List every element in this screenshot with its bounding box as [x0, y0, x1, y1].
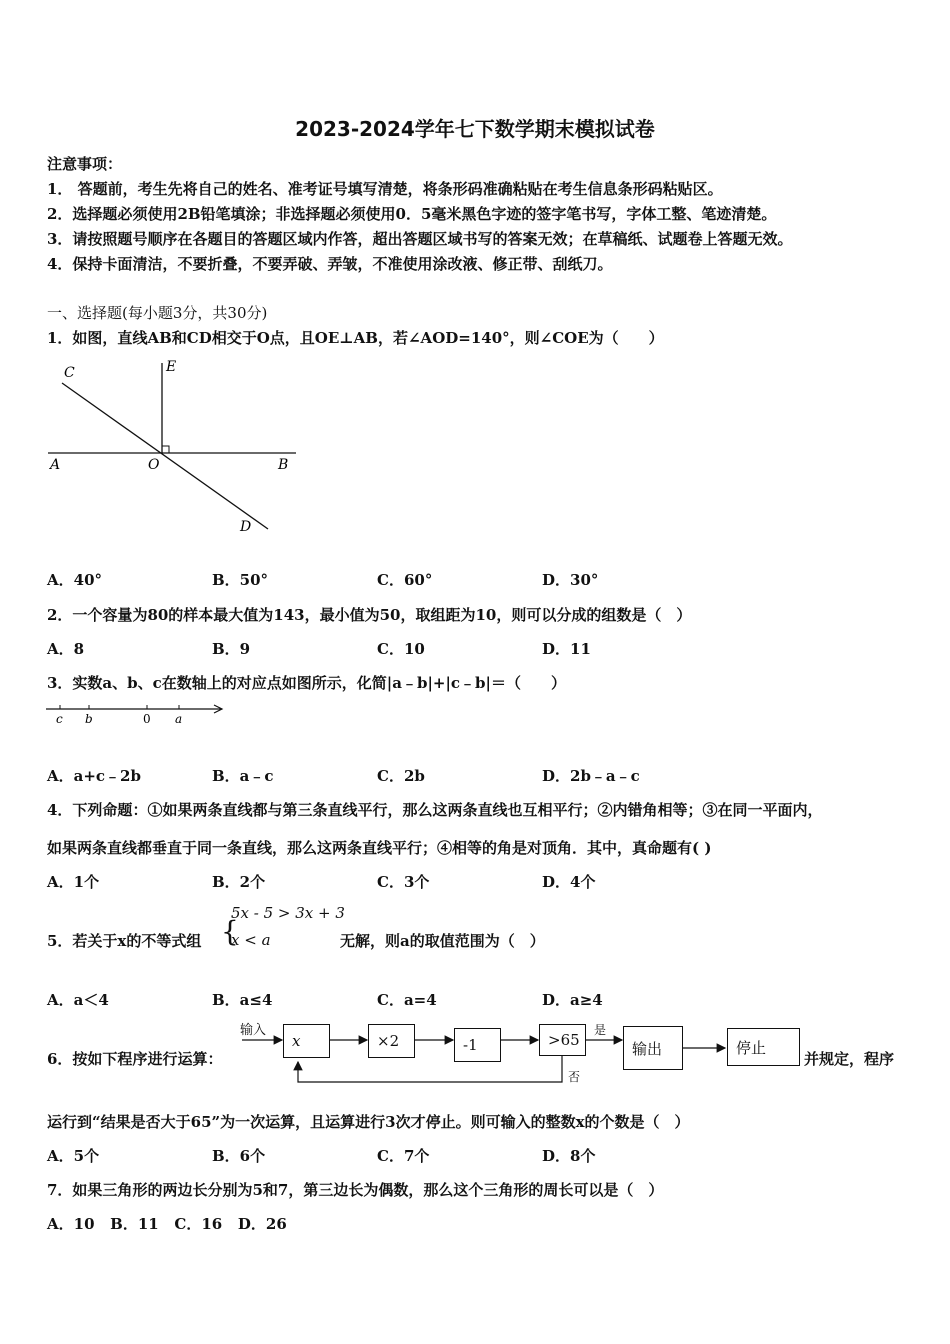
flow-box-x: x — [283, 1024, 330, 1058]
section-heading: 一、选择题(每小题3分，共30分) — [47, 304, 268, 322]
q5-option-c: C．a=4 — [377, 991, 437, 1009]
flow-box-times-two: ×2 — [368, 1024, 415, 1058]
q1-label-b: B — [278, 457, 289, 473]
q2-option-b: B．9 — [212, 640, 251, 658]
q4-option-b: B．2个 — [212, 873, 266, 891]
q3-option-b: B．a﹣c — [212, 767, 274, 785]
q3-number-line — [42, 698, 232, 730]
axis-label-c: c — [56, 712, 63, 726]
q3-stem: 3．实数a、b、c在数轴上的对应点如图所示，化简|a﹣b|+|c﹣b|＝（ ） — [47, 674, 567, 692]
flow-input-label: 输入 — [240, 1023, 267, 1038]
q6-option-a: A．5个 — [47, 1147, 100, 1165]
q1-stem: 1．如图，直线AB和CD相交于O点，且OE⊥AB，若∠AOD=140°，则∠COE为（ ） — [47, 329, 664, 347]
flow-yes-label: 是 — [594, 1023, 607, 1037]
q1-label-a: A — [50, 457, 61, 473]
axis-label-zero: 0 — [143, 712, 151, 726]
flow-box-minus-one: -1 — [454, 1028, 501, 1062]
q5-option-d: D．a≥4 — [542, 991, 603, 1009]
q2-option-a: A．8 — [47, 640, 85, 658]
flow-box-stop: 停止 — [727, 1028, 800, 1066]
q6-option-d: D．8个 — [542, 1147, 596, 1165]
notice-heading: 注意事项： — [47, 155, 123, 173]
q1-label-d: D — [240, 519, 252, 535]
q5-inequality-1: 5x - 5 > 3x + 3 — [231, 904, 345, 922]
flow-box-compare: >65 — [539, 1024, 586, 1056]
notice-item: 2．选择题必须使用2B铅笔填涂；非选择题必须使用0．5毫米黑色字迹的签字笔书写，字体工整、笔迹清楚。 — [47, 205, 777, 223]
axis-label-b: b — [85, 712, 93, 726]
q2-stem: 2．一个容量为80的样本最大值为143，最小值为50，取组距为10，则可以分成的组数是（ ） — [47, 606, 692, 624]
q2-option-d: D．11 — [542, 640, 591, 658]
q3-option-d: D．2b﹣a﹣c — [542, 767, 640, 785]
q4-stem-line1: 4．下列命题：①如果两条直线都与第三条直线平行，那么这两条直线也互相平行；②内错角相等；③在同一平面内， — [47, 801, 823, 819]
q1-label-e: E — [166, 359, 177, 375]
notice-item: 4．保持卡面清洁，不要折叠，不要弄破、弄皱，不准使用涂改液、修正带、刮纸刀。 — [47, 255, 613, 273]
q4-option-d: D．4个 — [542, 873, 596, 891]
q6-prefix: 6．按如下程序进行运算： — [47, 1050, 223, 1068]
flow-box-output: 输出 — [623, 1026, 683, 1070]
q5-prefix: 5．若关于x的不等式组 — [47, 932, 202, 950]
page-title: 2023-2024学年七下数学期末模拟试卷 — [295, 117, 655, 141]
q1-option-c: C．60° — [377, 571, 433, 589]
notice-item: 3．请按照题号顺序在各题目的答题区域内作答，超出答题区域书写的答案无效；在草稿纸、试题卷上答题无效。 — [47, 230, 793, 248]
q4-stem-line2: 如果两条直线都垂直于同一条直线，那么这两条直线平行；④相等的角是对顶角．其中，真命题有( ) — [47, 839, 712, 857]
q3-option-c: C．2b — [377, 767, 425, 785]
q6-suffix: 并规定，程序 — [804, 1050, 895, 1068]
q5-inequality-2: x < a — [231, 931, 271, 949]
q1-option-b: B．50° — [212, 571, 269, 589]
notice-item: 1． 答题前，考生先将自己的姓名、准考证号填写清楚，将条形码准确粘贴在考生信息条形码粘贴区。 — [47, 180, 723, 198]
q1-figure — [40, 355, 310, 540]
q6-option-c: C．7个 — [377, 1147, 430, 1165]
q7-stem: 7．如果三角形的两边长分别为5和7，第三边长为偶数，那么这个三角形的周长可以是（ ） — [47, 1181, 664, 1199]
q6-stem-line2: 运行到“结果是否大于65”为一次运算，且运算进行3次才停止。则可输入的整数x的个数是（ ） — [47, 1113, 690, 1131]
q2-option-c: C．10 — [377, 640, 425, 658]
q4-option-c: C．3个 — [377, 873, 430, 891]
q5-option-b: B．a≤4 — [212, 991, 273, 1009]
q4-option-a: A．1个 — [47, 873, 100, 891]
q3-option-a: A．a+c﹣2b — [47, 767, 141, 785]
q5-suffix: 无解，则a的取值范围为（ ） — [340, 932, 545, 950]
q5-option-a: A．a＜4 — [47, 991, 109, 1009]
q1-label-o: O — [148, 457, 160, 473]
flow-no-label: 否 — [568, 1070, 581, 1084]
q1-option-a: A．40° — [47, 571, 103, 589]
q1-option-d: D．30° — [542, 571, 599, 589]
q6-option-b: B．6个 — [212, 1147, 266, 1165]
q5-brace: { — [221, 915, 239, 948]
axis-label-a: a — [175, 712, 183, 726]
q7-options: A．10 B．11 C．16 D．26 — [47, 1215, 287, 1233]
q1-label-c: C — [64, 365, 75, 381]
